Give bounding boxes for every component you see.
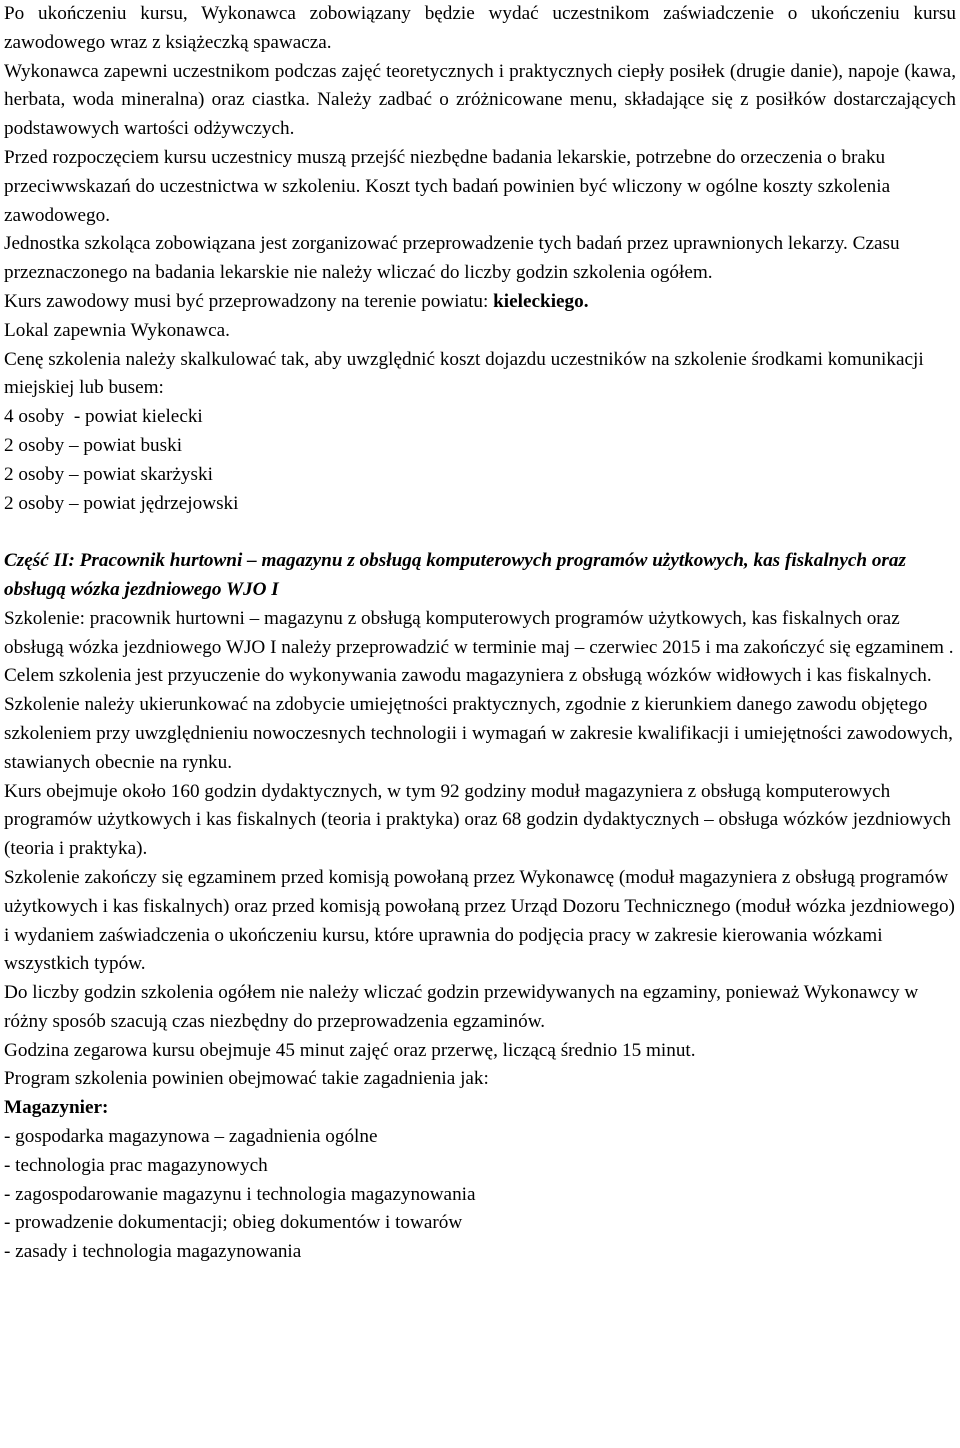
pricing-paragraph: Cenę szkolenia należy skalkulować tak, aby uwzględnić koszt dojazdu uczestników na szkolenie środkami komunikacji miejskiej lub busem:	[4, 348, 924, 399]
medical-organization-paragraph: Jednostka szkoląca zobowiązana jest zorganizować przeprowadzenie tych badań przez uprawnionych lekarzy. Czasu przeznaczonego na badania lekarskie nie należy wliczać do liczby godzin szkolenia ogółem.	[4, 233, 900, 284]
venue-paragraph: Lokal zapewnia Wykonawca.	[4, 319, 230, 341]
program-list	[4, 1123, 956, 1267]
part2-program-intro-paragraph: Program szkolenia powinien obejmować takie zagadnienia jak:	[4, 1068, 489, 1090]
part2-exam-paragraph: Szkolenie zakończy się egzaminem przed komisją powołaną przez Wykonawcę (moduł magazyniera z obsługą programów użytkowych i kas fiskalnych) oraz przed komisją powołaną przez Urząd Dozoru Technicznego (moduł wózka jezdniowego) i wydaniem zaświadczenia o ukończeniu kursu, które uprawnia do podjęcia pracy w zakresie kierowania wózkami wszystkich typów.	[4, 866, 955, 975]
participants-item: 2 osoby – powiat jędrzejowski	[4, 492, 239, 514]
program-item: - prowadzenie dokumentacji; obieg dokumentów i towarów	[4, 1212, 463, 1234]
location-paragraph	[4, 288, 956, 317]
participants-list	[4, 403, 956, 518]
section-spacer	[4, 518, 956, 547]
program-heading: Magazynier:	[4, 1097, 109, 1119]
program-item: - zasady i technologia magazynowania	[4, 1241, 302, 1263]
location-prefix: Kurs zawodowy musi być przeprowadzony na terenie powiatu:	[4, 290, 494, 312]
medical-exam-paragraph: Przed rozpoczęciem kursu uczestnicy muszą przejść niezbędne badania lekarskie, potrzebne do orzeczenia o braku przeciwwskazań do uczestnictwa w szkoleniu. Koszt tych badań powinien być wliczony w ogólne koszty szkolenia zawodowego.	[4, 146, 891, 226]
meals-paragraph: Wykonawca zapewni uczestnikom podczas zajęć teoretycznych i praktycznych ciepły posiłek (drugie danie), napoje (kawa, herbata, woda mineralna) oraz ciastka. Należy zadbać o zróżnicowane menu, składające się z posiłków dostarczających podstawowych wartości odżywczych.	[4, 60, 956, 140]
program-item: - zagospodarowanie magazynu i technologia magazynowania	[4, 1183, 476, 1205]
certificate-paragraph: Po ukończeniu kursu, Wykonawca zobowiązany będzie wydać uczestnikom zaświadczenie o ukończeniu kursu zawodowego wraz z książeczką spawacza.	[4, 3, 956, 53]
participants-item: 2 osoby – powiat buski	[4, 434, 183, 456]
location-county: kieleckiego.	[493, 290, 589, 312]
part2-heading: Część II: Pracownik hurtowni – magazynu z obsługą komputerowych programów użytkowych, kas fiskalnych oraz obsługą wózka jezdniowego WJO I	[4, 550, 906, 600]
part2-schedule-paragraph: Szkolenie: pracownik hurtowni – magazynu z obsługą komputerowych programów użytkowych, kas fiskalnych oraz obsługą wózka jezdniowego WJO I należy przeprowadzić w terminie maj – czerwiec 2015 i ma zakończyć się egzaminem .	[4, 607, 954, 658]
part2-hours-paragraph: Kurs obejmuje około 160 godzin dydaktycznych, w tym 92 godziny moduł magazyniera z obsługą komputerowych programów użytkowych i kas fiskalnych (teoria i praktyka) oraz 68 godzin dydaktycznych – obsługa wózków jezdniowych (teoria i praktyka).	[4, 780, 951, 860]
part2-exam-hours-paragraph: Do liczby godzin szkolenia ogółem nie należy wliczać godzin przewidywanych na egzaminy, ponieważ Wykonawcy w różny sposób szacują czas niezbędny do przeprowadzenia egzaminów.	[4, 982, 919, 1032]
part2-goal-paragraph: Celem szkolenia jest przyuczenie do wykonywania zawodu magazyniera z obsługą wózków widłowych i kas fiskalnych. Szkolenie należy ukierunkować na zdobycie umiejętności praktycznych, zgodnie z kierunkiem danego zawodu objętego szkoleniem przy uwzględnieniu nowoczesnych technologii i wymagań w zakresie kwalifikacji i umiejętności zawodowych, stawianych obecnie na rynku.	[4, 665, 953, 773]
program-item: - technologia prac magazynowych	[4, 1154, 268, 1176]
program-item: - gospodarka magazynowa – zagadnienia ogólne	[4, 1126, 378, 1148]
participants-item: 2 osoby – powiat skarżyski	[4, 463, 213, 485]
part2-hour-definition-paragraph: Godzina zegarowa kursu obejmuje 45 minut zajęć oraz przerwę, liczącą średnio 15 minut.	[4, 1039, 696, 1061]
participants-item: 4 osoby - powiat kielecki	[4, 406, 203, 428]
